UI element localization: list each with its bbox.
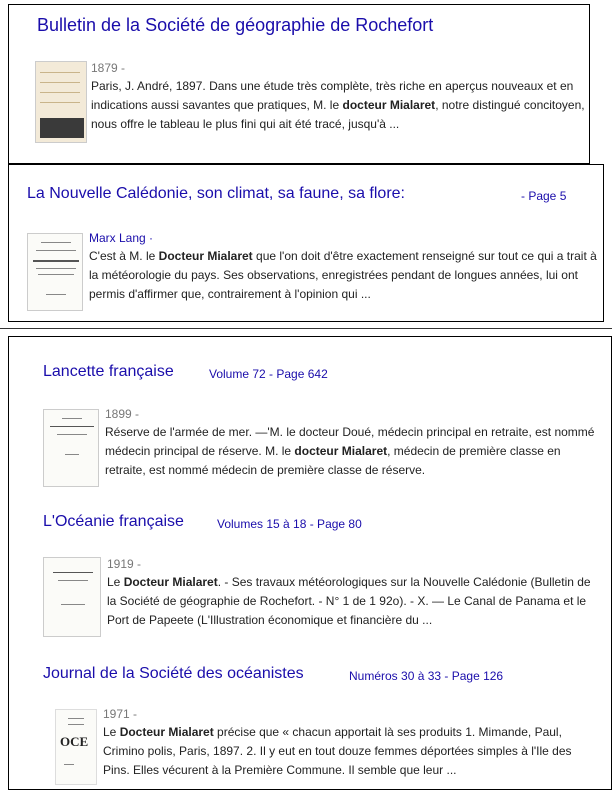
result-card-2 [8,164,604,322]
result-page-link[interactable]: Volumes 15 à 18 - Page 80 [217,517,362,531]
result-author-link[interactable]: Marx Lang · [89,231,154,245]
result-date: 1971 - [103,707,138,721]
book-cover-thumbnail[interactable] [55,709,97,785]
result-title-link[interactable]: Journal de la Société des océanistes [43,665,304,682]
result-snippet: Réserve de l'armée de mer. —'M. le docteur Doué, médecin principal en retraite, est nommé médecin principal de réserve. M. le docteur Mialaret, médecin de première classe en retraite, est nommé médecin de première classe de réserve. [105,425,595,477]
book-cover-thumbnail[interactable] [35,61,87,143]
result-date: 1899 - [105,407,140,421]
result-page-link[interactable]: Volume 72 - Page 642 [209,367,328,381]
result-card-group [8,336,612,790]
book-cover-thumbnail[interactable] [27,233,83,311]
result-page-link[interactable]: - Page 5 [521,189,567,203]
result-snippet: Le Docteur Mialaret. - Ses travaux météorologiques sur la Nouvelle Calédonie (Bulletin de la Société de géographie de Rochefort. - N° 1 de 1 92o). - X. — Le Canal de Panama et le Port de Papeete (L'Illustration économique et financière du ... [107,575,591,627]
result-title-link[interactable]: L'Océanie française [43,513,184,530]
section-divider [0,328,612,329]
result-date: 1919 - [107,557,142,571]
result-snippet: Le Docteur Mialaret précise que « chacun apportait là ses produits 1. Mimande, Paul, Crimino polis, Paris, 1897. 2. Il y eut en tout douze femmes déportées simples à l'Ile des Pins. Elles vécurent à la Première Commune. Il semble que leur ... [103,725,572,777]
book-cover-thumbnail[interactable] [43,409,99,487]
result-card-1 [8,4,590,164]
result-title-link[interactable]: La Nouvelle Calédonie, son climat, sa faune, sa flore: [27,185,405,202]
result-snippet: C'est à M. le Docteur Mialaret que l'on doit d'être exactement renseigné sur tout ce qui a trait à la météorologie du pays. Ses observations, enregistrées pendant de longues années, lui ont permis d'affirmer que, contrairement à l'opinion qui ... [89,249,597,301]
result-title-link[interactable]: Bulletin de la Société de géographie de Rochefort [37,15,434,35]
result-title-link[interactable]: Lancette française [43,363,174,380]
thumbnail-cover-text: OCE [60,734,89,749]
book-cover-thumbnail[interactable] [43,557,101,637]
result-snippet: Paris, J. André, 1897. Dans une étude très complète, très riche en aperçus nouveaux et en indications aussi savantes que pratiques, M. le docteur Mialaret, notre distingué concitoyen, nous offre le tableau le plus fini qui ait été tracé, jusqu'à ... [91,79,585,131]
result-date: 1879 - [91,61,126,75]
result-page-link[interactable]: Numéros 30 à 33 - Page 126 [349,669,504,683]
